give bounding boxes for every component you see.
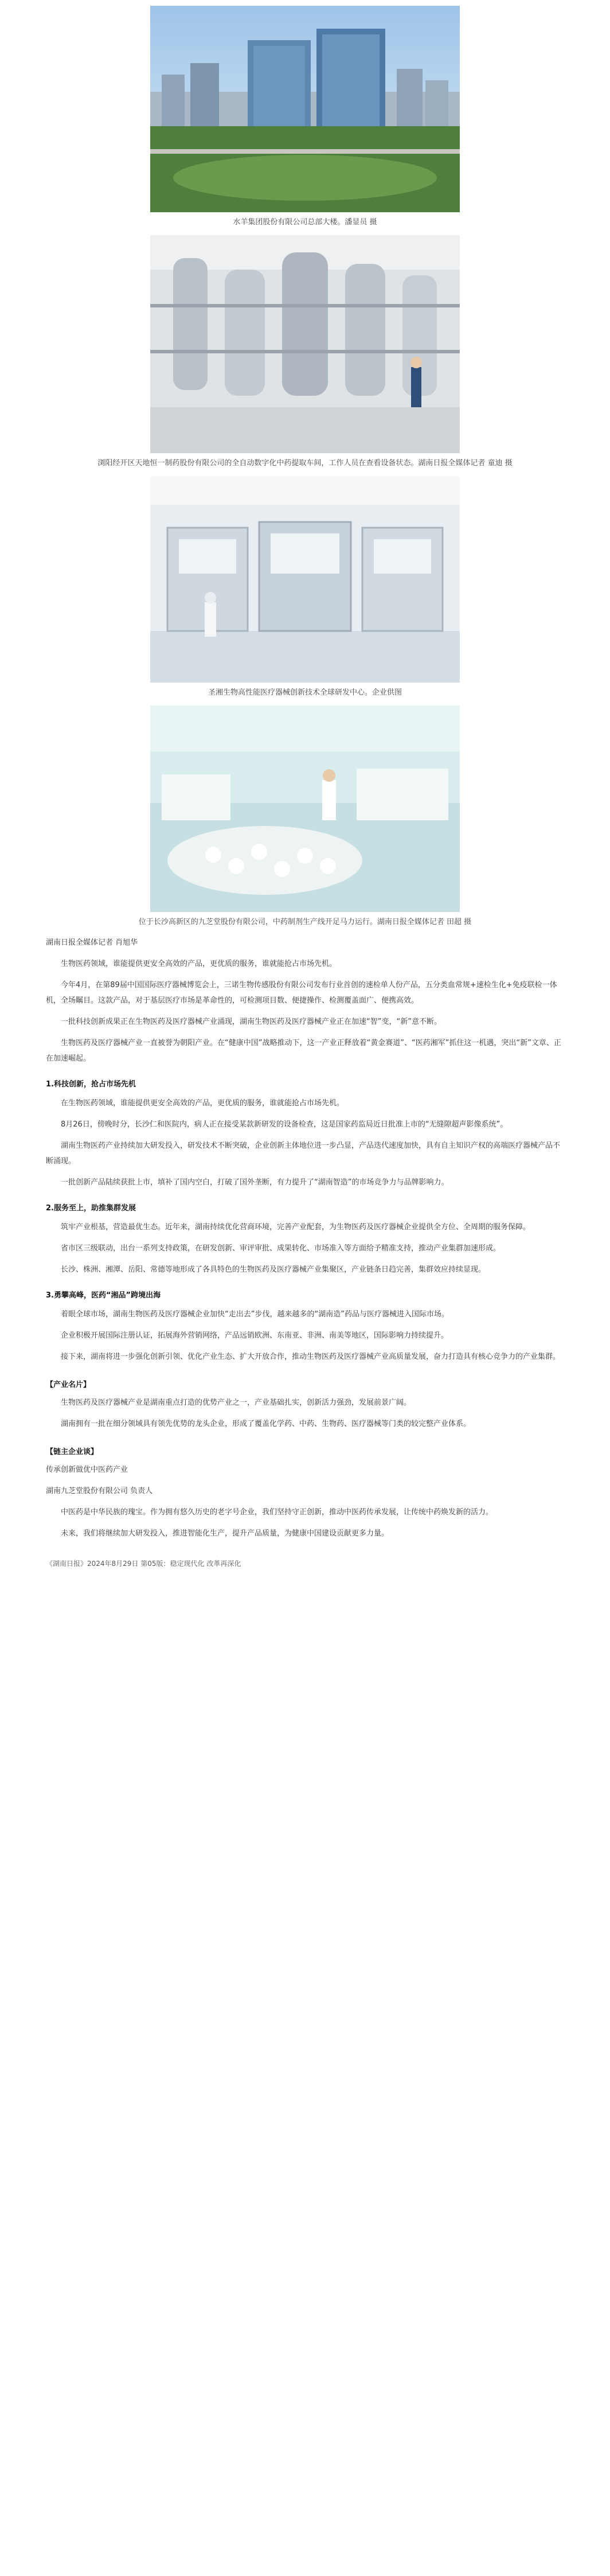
photo-rd-center — [150, 476, 460, 683]
box-author: 湖南九芝堂股份有限公司 负责人 — [46, 1487, 153, 1495]
section-heading: 3.勇攀高峰，医药“湘品”跨境出海 — [46, 1291, 161, 1300]
section-paragraph: 长沙、株洲、湘潭、岳阳、常德等地形成了各具特色的生物医药及医疗器械产业集聚区，产业链条日趋完善，集群效应持续显现。 — [61, 1265, 486, 1274]
intro-paragraph: 生物医药及医疗器械产业一直被誉为朝阳产业。在“健康中国”战略推动下，这一产业正释放着“黄金赛道”、“医药湘军”抓住这一机遇，突出“新”文章、正在加速崛起。 — [46, 1039, 561, 1063]
section-heading: 1.科技创新，抢占市场先机 — [46, 1080, 136, 1089]
box-heading-leader: 【链主企业谈】 — [46, 1448, 99, 1456]
photo-headquarters — [150, 6, 460, 212]
section-heading: 2.服务至上，助推集群发展 — [46, 1204, 136, 1213]
photo-caption: 圣湘生物高性能医疗器械创新技术全球研发中心。企业供图 — [208, 688, 402, 697]
source-footer: 《湖南日报》2024年8月29日 第05版：稳定现代化 改革再深化 — [46, 1560, 241, 1568]
byline: 湖南日报全媒体记者 肖旭华 — [46, 938, 138, 947]
photo-production-line — [150, 706, 460, 912]
box-paragraph: 中医药是中华民族的瑰宝。作为拥有悠久历史的老字号企业，我们坚持守正创新，推动中医药传承发展，让传统中药焕发新的活力。 — [61, 1508, 494, 1517]
section-paragraph: 企业积极开展国际注册认证，拓展海外营销网络，产品远销欧洲、东南亚、非洲、南美等地区，国际影响力持续提升。 — [61, 1331, 449, 1340]
photo-caption: 水羊集团股份有限公司总部大楼。潘显员 摄 — [233, 218, 377, 227]
section-paragraph: 在生物医药领域，谁能提供更安全高效的产品，更优质的服务，谁就能抢占市场先机。 — [61, 1099, 345, 1108]
section-paragraph: 省市区三级联动，出台一系列支持政策，在研发创新、审评审批、成果转化、市场准入等方面给予精准支持，推动产业集群加速形成。 — [61, 1244, 501, 1253]
photo-extraction-workshop — [150, 235, 460, 453]
section-paragraph: 着眼全球市场，湖南生物医药及医疗器械企业加快“走出去”步伐，越来越多的“湖南造”药品与医疗器械进入国际市场。 — [61, 1310, 449, 1319]
section-paragraph: 8月26日，傍晚时分，长沙仁和医院内，病人正在接受某款新研发的设备检查，这是国家药监局近日批准上市的“无缝隙超声影像系统”。 — [61, 1120, 508, 1129]
box-heading-industry: 【产业名片】 — [46, 1381, 91, 1389]
intro-paragraph: 一批科技创新成果正在生物医药及医疗器械产业涌现，湖南生物医药及医疗器械产业正在加速“智”变，“新”意不断。 — [61, 1018, 441, 1026]
photo-caption: 浏阳经开区天地恒一制药股份有限公司的全自动数字化中药提取车间，工作人员在查看设备状态。湖南日报全媒体记者 童迪 摄 — [97, 459, 513, 467]
box-paragraph: 生物医药及医疗器械产业是湖南重点打造的优势产业之一，产业基础扎实，创新活力强劲，发展前景广阔。 — [61, 1398, 412, 1407]
intro-paragraph: 生物医药领域，谁能提供更安全高效的产品，更优质的服务，谁就能抢占市场先机。 — [61, 960, 337, 968]
box-paragraph: 湖南拥有一批在细分领域具有领先优势的龙头企业，形成了覆盖化学药、中药、生物药、医疗器械等门类的较完整产业体系。 — [61, 1420, 471, 1428]
box-paragraph: 未来，我们将继续加大研发投入，推进智能化生产，提升产品质量，为健康中国建设贡献更多力量。 — [61, 1529, 389, 1538]
article-body — [46, 935, 564, 1572]
section-paragraph: 接下来，湖南将进一步强化创新引领、优化产业生态、扩大开放合作，推动生物医药及医疗器械产业高质量发展，奋力打造具有核心竞争力的产业集群。 — [61, 1353, 561, 1361]
box-subtitle: 传承创新做优中医药产业 — [46, 1466, 128, 1474]
intro-paragraph: 今年4月，在第89届中国国际医疗器械博览会上，三诺生物传感股份有限公司发布行业首创的速检单人份产品，五分类血常规+速检生化+免疫联检一体机，全场瞩目。这款产品，对于基层医疗市场是革命性的，可检测项目数、便捷操作、检测覆盖面广、便携高效。 — [46, 981, 557, 1005]
photo-caption: 位于长沙高新区的九芝堂股份有限公司，中药制剂生产线开足马力运行。湖南日报全媒体记者 田超 摄 — [138, 918, 472, 926]
section-paragraph: 筑牢产业根基，营造最优生态。近年来，湖南持续优化营商环境，完善产业配套，为生物医药及医疗器械企业提供全方位、全周期的服务保障。 — [61, 1223, 531, 1232]
section-paragraph: 湖南生物医药产业持续加大研发投入，研发技术不断突破，企业创新主体地位进一步凸显，产品迭代速度加快，具有自主知识产权的高端医疗器械产品不断涌现。 — [46, 1141, 561, 1166]
section-paragraph: 一批创新产品陆续获批上市，填补了国内空白，打破了国外垄断，有力提升了“湖南智造”的市场竞争力与品牌影响力。 — [61, 1178, 449, 1187]
